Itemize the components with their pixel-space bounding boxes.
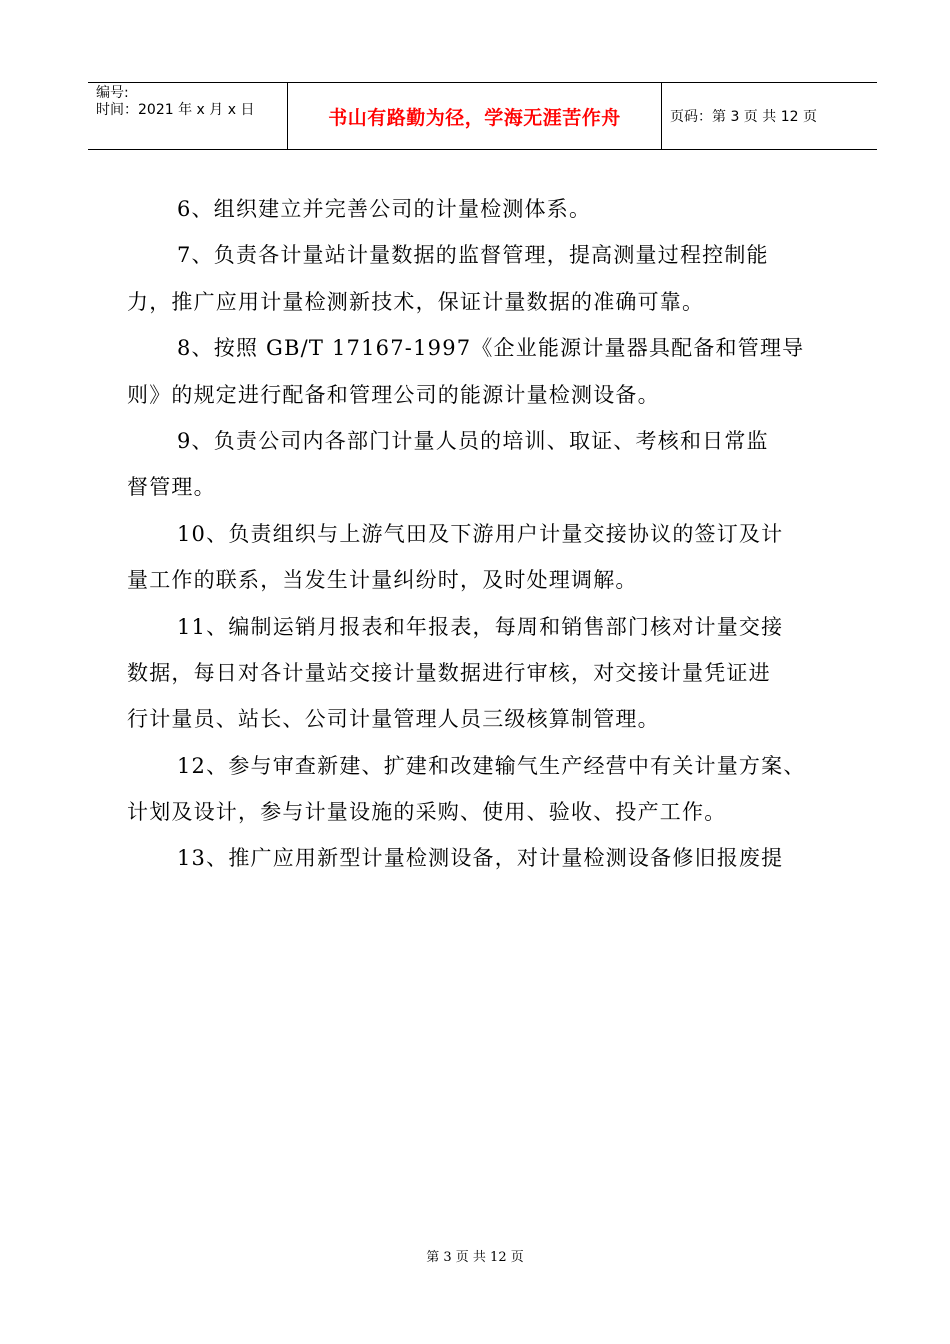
- page-header: [88, 82, 877, 150]
- header-meta: [88, 83, 288, 149]
- header-page-code-cell: [662, 83, 877, 149]
- document-number-label: 编号:: [96, 85, 129, 101]
- header-page-code: 页码：第 3 页 共 12 页: [670, 109, 817, 125]
- body-text-line: 11、编制运销月报表和年报表，每周和销售部门核对计量交接: [177, 614, 784, 639]
- body-text-line: 督管理。: [127, 475, 216, 500]
- body-text-line: 6、组织建立并完善公司的计量检测体系。: [177, 197, 592, 221]
- document-body: [127, 186, 862, 882]
- body-text-line: 数据，每日对各计量站交接计量数据进行审核，对交接计量凭证进: [127, 660, 771, 685]
- header-slogan: 书山有路勤为径，学海无涯苦作舟: [328, 106, 621, 129]
- document-time-label: 时间：2021 年 x 月 x 日: [96, 102, 255, 118]
- body-text-line: 7、负责各计量站计量数据的监督管理，提高测量过程控制能: [177, 243, 769, 268]
- body-text-line: 13、推广应用新型计量检测设备，对计量检测设备修旧报废提: [177, 846, 784, 871]
- page-footer: 第 3 页 共 12 页: [426, 1250, 524, 1265]
- body-text-line: 10、负责组织与上游气田及下游用户计量交接协议的签订及计: [177, 521, 784, 546]
- body-text-line: 计划及设计，参与计量设施的采购、使用、验收、投产工作。: [127, 800, 727, 825]
- body-text-line: 9、负责公司内各部门计量人员的培训、取证、考核和日常监: [177, 428, 769, 453]
- body-text-line: 行计量员、站长、公司计量管理人员三级核算制管理。: [127, 707, 660, 732]
- body-text-line: 量工作的联系，当发生计量纠纷时，及时处理调解。: [127, 568, 638, 593]
- body-text-line: 12、参与审查新建、扩建和改建输气生产经营中有关计量方案、: [177, 753, 806, 778]
- body-text-line: 力，推广应用计量检测新技术，保证计量数据的准确可靠。: [127, 289, 705, 314]
- body-text-line: 则》的规定进行配备和管理公司的能源计量检测设备。: [127, 382, 660, 407]
- header-slogan-cell: [288, 83, 662, 149]
- body-text-line: 8、按照 GB/T 17167-1997《企业能源计量器具配备和管理导: [177, 336, 805, 361]
